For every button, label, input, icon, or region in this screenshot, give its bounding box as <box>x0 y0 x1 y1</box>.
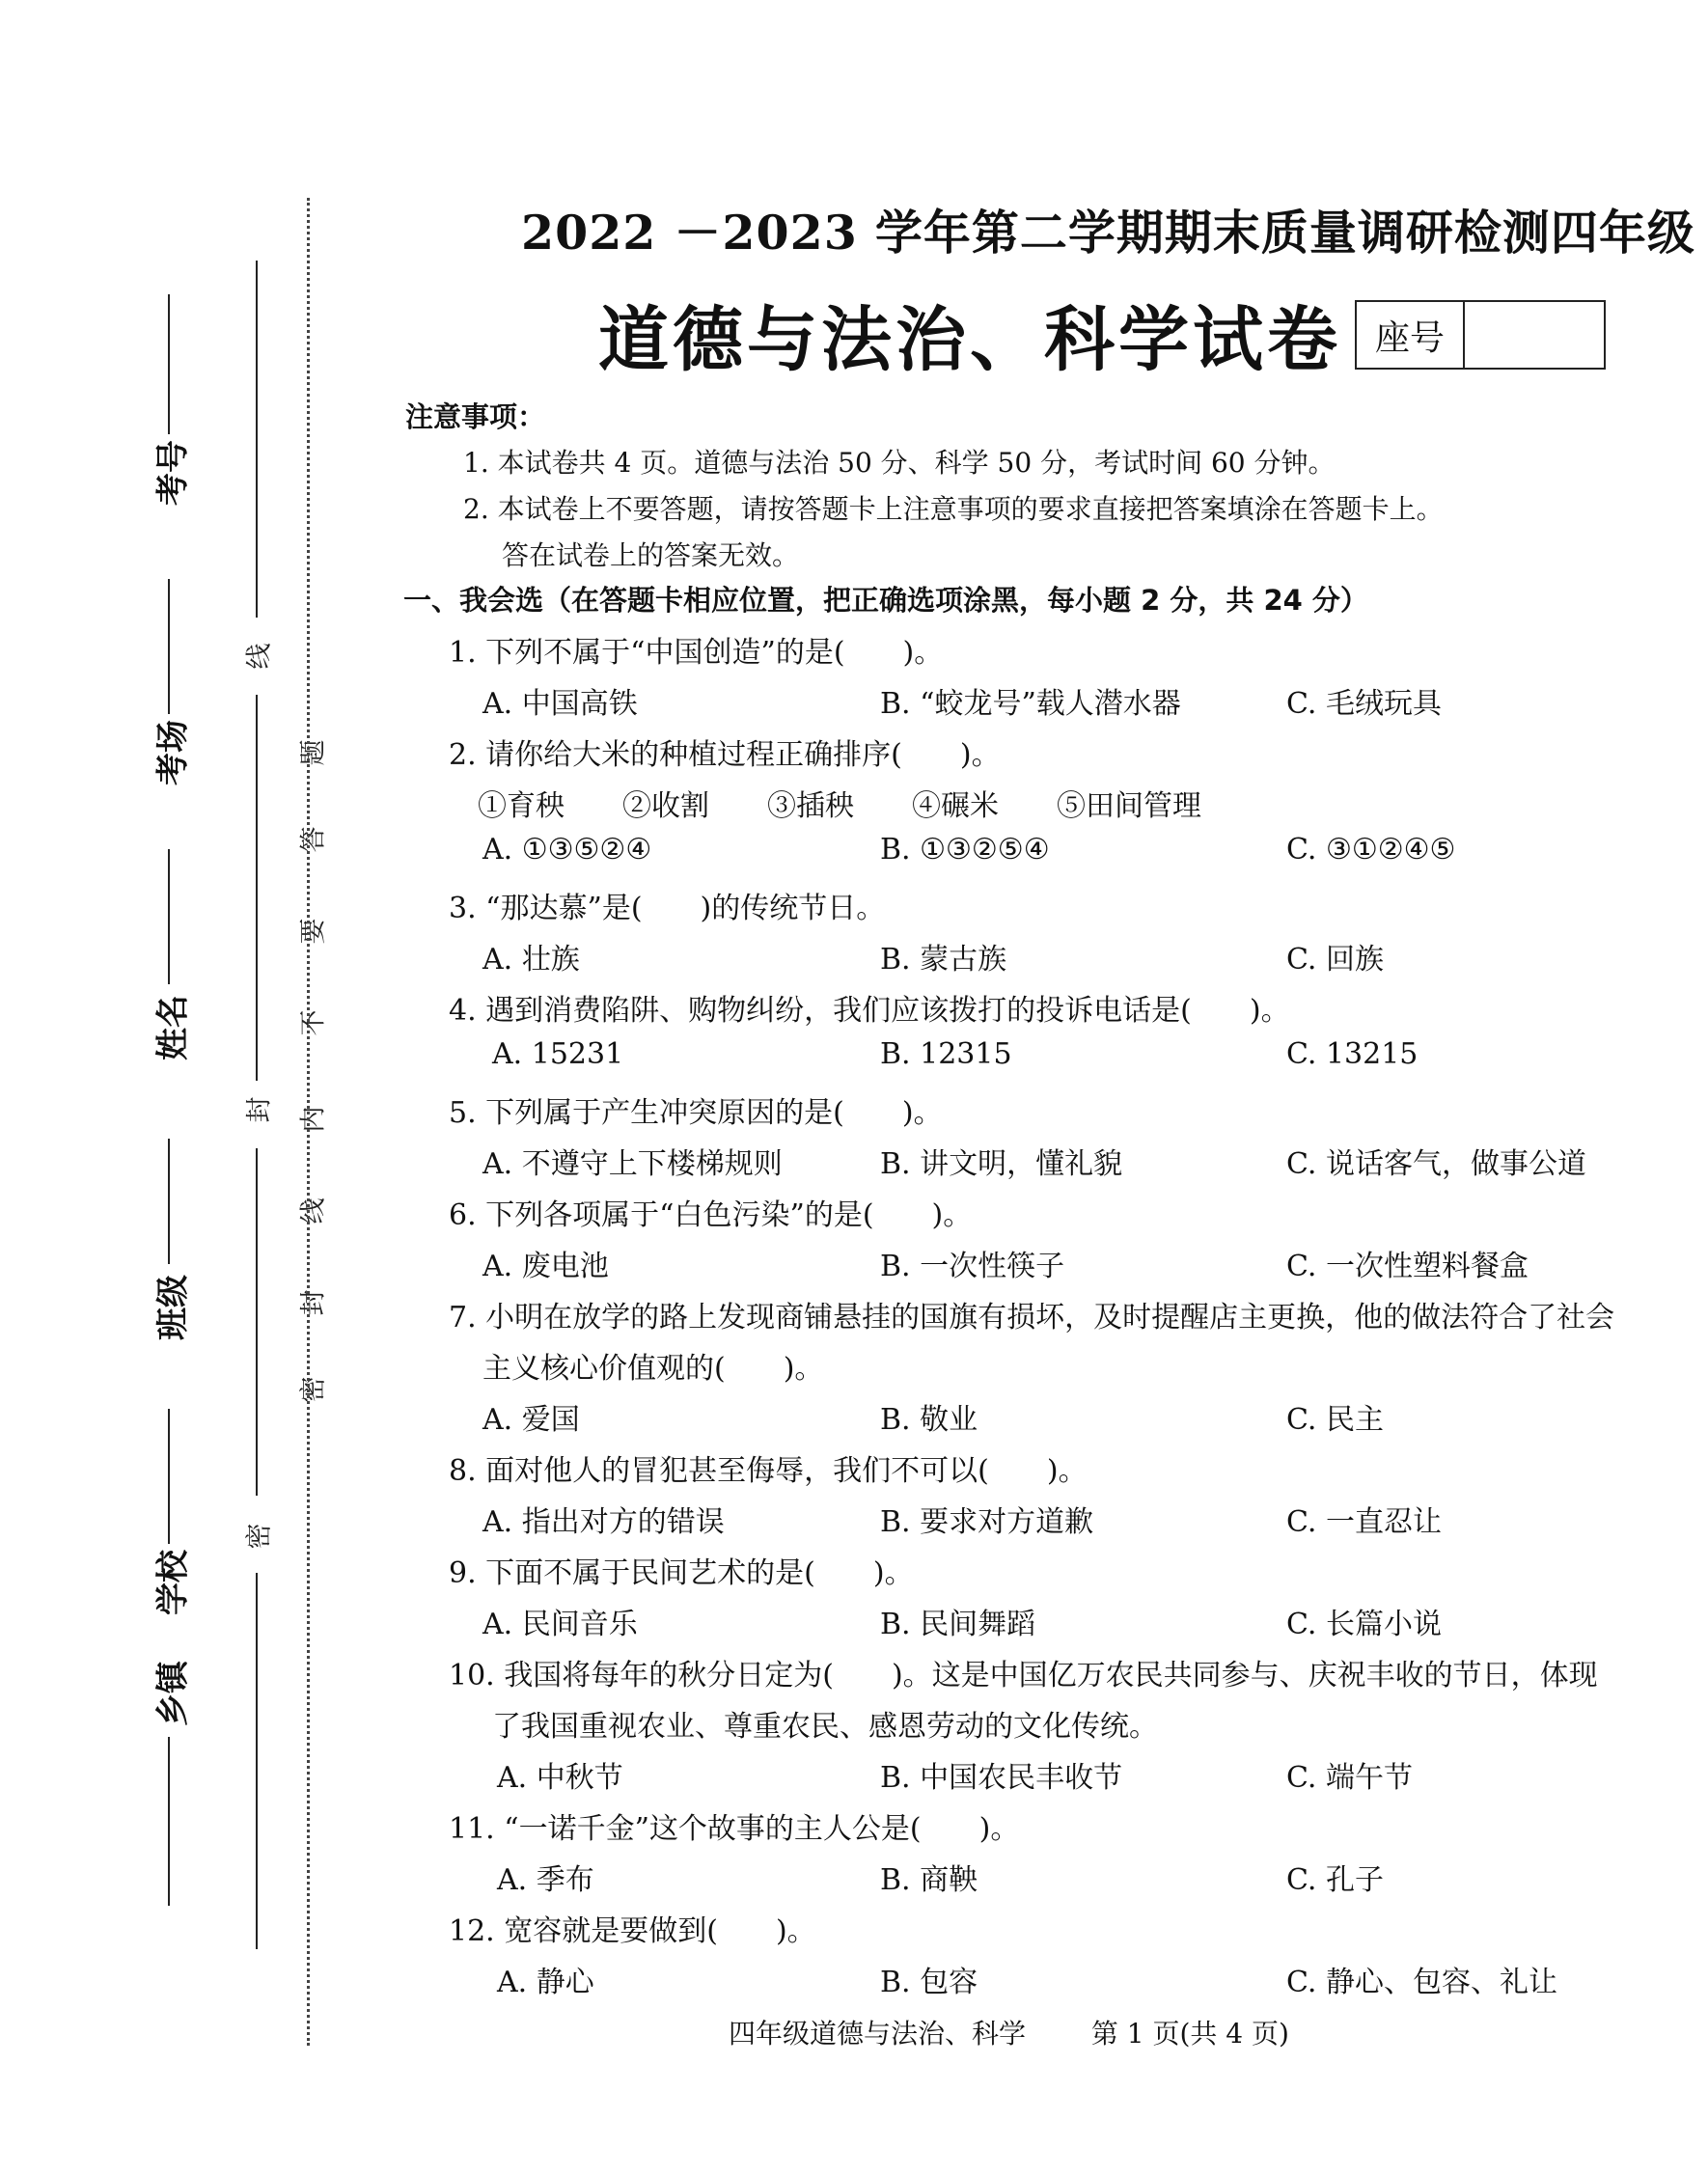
option-a: A. 静心 <box>497 1966 594 1999</box>
seal-char: 密 <box>298 1376 329 1403</box>
seal-char: 封 <box>244 1096 275 1123</box>
question-text: 10. 我国将每年的秋分日定为( )。这是中国亿万农民共同参与、庆祝丰收的节日，体现 <box>449 1659 1598 1692</box>
name-line <box>168 849 170 984</box>
option-c: C. 回族 <box>1286 943 1384 977</box>
seat-number-label: 座号 <box>1357 302 1465 368</box>
seal-char: 题 <box>298 739 329 766</box>
class-line <box>168 1139 170 1264</box>
notice-heading: 注意事项： <box>405 400 546 433</box>
option-a: A. 废电池 <box>482 1250 609 1283</box>
seal-char: 不 <box>298 1009 329 1036</box>
option-c: C. 一次性塑料餐盒 <box>1286 1250 1529 1283</box>
option-a: A. 15231 <box>492 1037 624 1071</box>
option-c: C. 民主 <box>1286 1403 1384 1437</box>
seal-char: 密 <box>244 1523 275 1550</box>
seal-line-segment <box>256 261 258 618</box>
seal-char: 封 <box>298 1289 329 1316</box>
seal-line-segment <box>256 1573 258 1949</box>
option-a: A. 中国高铁 <box>482 687 638 721</box>
question-text: 12. 宽容就是要做到( )。 <box>449 1914 816 1948</box>
seal-char: 要 <box>298 918 329 945</box>
school-label: 学校 <box>153 1550 193 1615</box>
option-a: A. ①③⑤②④ <box>482 833 652 867</box>
name-label: 姓名 <box>153 995 193 1060</box>
option-b: B. 讲文明，懂礼貌 <box>880 1147 1123 1181</box>
school-line <box>168 1409 170 1544</box>
notice-item: 答在试卷上的答案无效。 <box>502 539 800 571</box>
option-c: C. 13215 <box>1286 1037 1419 1071</box>
page-footer <box>729 2013 1289 2051</box>
class-label: 班级 <box>153 1275 193 1340</box>
seal-char: 线 <box>298 1197 329 1225</box>
section-heading: 一、我会选（在答题卡相应位置，把正确选项涂黑，每小题 2 分，共 24 分） <box>403 584 1368 617</box>
exam-room-line <box>168 579 170 714</box>
option-a: A. 爱国 <box>482 1403 580 1437</box>
question-text: 11. “一诺千金”这个故事的主人公是( )。 <box>449 1812 1020 1846</box>
question-text-cont: 了我国重视农业、尊重农民、感恩劳动的文化传统。 <box>492 1710 1158 1744</box>
seat-number-field[interactable] <box>1465 302 1604 368</box>
exam-number-line <box>168 294 170 434</box>
question-text: 5. 下列属于产生冲突原因的是( )。 <box>449 1096 943 1130</box>
option-a: A. 季布 <box>497 1863 594 1897</box>
option-b: B. 12315 <box>880 1037 1012 1071</box>
question-text-cont: 主义核心价值观的( )。 <box>482 1352 824 1386</box>
seal-char: 答 <box>298 826 329 853</box>
option-b: B. 中国农民丰收节 <box>880 1761 1123 1795</box>
option-b: B. 包容 <box>880 1966 978 1999</box>
question-text: 7. 小明在放学的路上发现商铺悬挂的国旗有损坏，及时提醒店主更换，他的做法符合了社会 <box>449 1301 1615 1335</box>
dotted-cut-line <box>307 198 310 2046</box>
option-b: B. 一次性筷子 <box>880 1250 1065 1283</box>
option-c: C. ③①②④⑤ <box>1286 833 1456 867</box>
option-c: C. 静心、包容、礼让 <box>1286 1966 1557 1999</box>
seal-char: 线 <box>244 643 275 670</box>
option-b: B. 商鞅 <box>880 1863 978 1897</box>
exam-title-line1: 2022 －2023 学年第二学期期末质量调研检测四年级 <box>521 205 1695 261</box>
option-b: B. “蛟龙号”载人潜水器 <box>880 687 1181 721</box>
question-text: 4. 遇到消费陷阱、购物纠纷，我们应该拨打的投诉电话是( )。 <box>449 994 1290 1028</box>
town-label: 乡镇 <box>153 1661 193 1726</box>
seat-number-box <box>1355 300 1606 370</box>
option-a: A. 壮族 <box>482 943 580 977</box>
question-text: 3. “那达慕”是( )的传统节日。 <box>449 892 886 925</box>
exam-number-label: 考号 <box>153 440 193 506</box>
option-c: C. 毛绒玩具 <box>1286 687 1442 721</box>
footer-subject: 四年级道德与法治、科学 <box>729 2018 1027 2050</box>
notice-item: 1. 本试卷共 4 页。道德与法治 50 分、科学 50 分，考试时间 60 分钟。 <box>463 447 1336 479</box>
option-c: C. 端午节 <box>1286 1761 1413 1795</box>
option-b: B. 敬业 <box>880 1403 978 1437</box>
footer-page-number: 第 1 页(共 4 页) <box>1090 2018 1289 2050</box>
exam-title-line2: 道德与法治、科学试卷 <box>598 298 1341 381</box>
question-text: 1. 下列不属于“中国创造”的是( )。 <box>449 636 944 670</box>
option-a: A. 指出对方的错误 <box>482 1505 725 1539</box>
binding-margin <box>0 0 329 2174</box>
seal-char: 内 <box>298 1106 329 1133</box>
town-line <box>168 1737 170 1906</box>
question-text: 8. 面对他人的冒犯甚至侮辱，我们不可以( )。 <box>449 1454 1088 1488</box>
option-c: C. 孔子 <box>1286 1863 1384 1897</box>
option-a: A. 不遵守上下楼梯规则 <box>482 1147 783 1181</box>
option-a: A. 中秋节 <box>497 1761 623 1795</box>
seal-line-segment <box>256 695 258 1081</box>
question-subitems: ①育秧 ②收割 ③插秧 ④碾米 ⑤田间管理 <box>478 789 1201 823</box>
option-a: A. 民间音乐 <box>482 1608 638 1641</box>
exam-room-label: 考场 <box>153 720 193 785</box>
option-b: B. 蒙古族 <box>880 943 1007 977</box>
option-b: B. 民间舞蹈 <box>880 1608 1036 1641</box>
question-text: 6. 下列各项属于“白色污染”的是( )。 <box>449 1198 973 1232</box>
question-text: 9. 下面不属于民间艺术的是( )。 <box>449 1556 914 1590</box>
option-c: C. 长篇小说 <box>1286 1608 1442 1641</box>
seal-line-segment <box>256 1148 258 1496</box>
notice-item: 2. 本试卷上不要答题，请按答题卡上注意事项的要求直接把答案填涂在答题卡上。 <box>463 493 1444 525</box>
option-b: B. 要求对方道歉 <box>880 1505 1094 1539</box>
question-text: 2. 请你给大米的种植过程正确排序( )。 <box>449 738 1001 772</box>
option-b: B. ①③②⑤④ <box>880 833 1050 867</box>
option-c: C. 说话客气，做事公道 <box>1286 1147 1586 1181</box>
option-c: C. 一直忍让 <box>1286 1505 1442 1539</box>
